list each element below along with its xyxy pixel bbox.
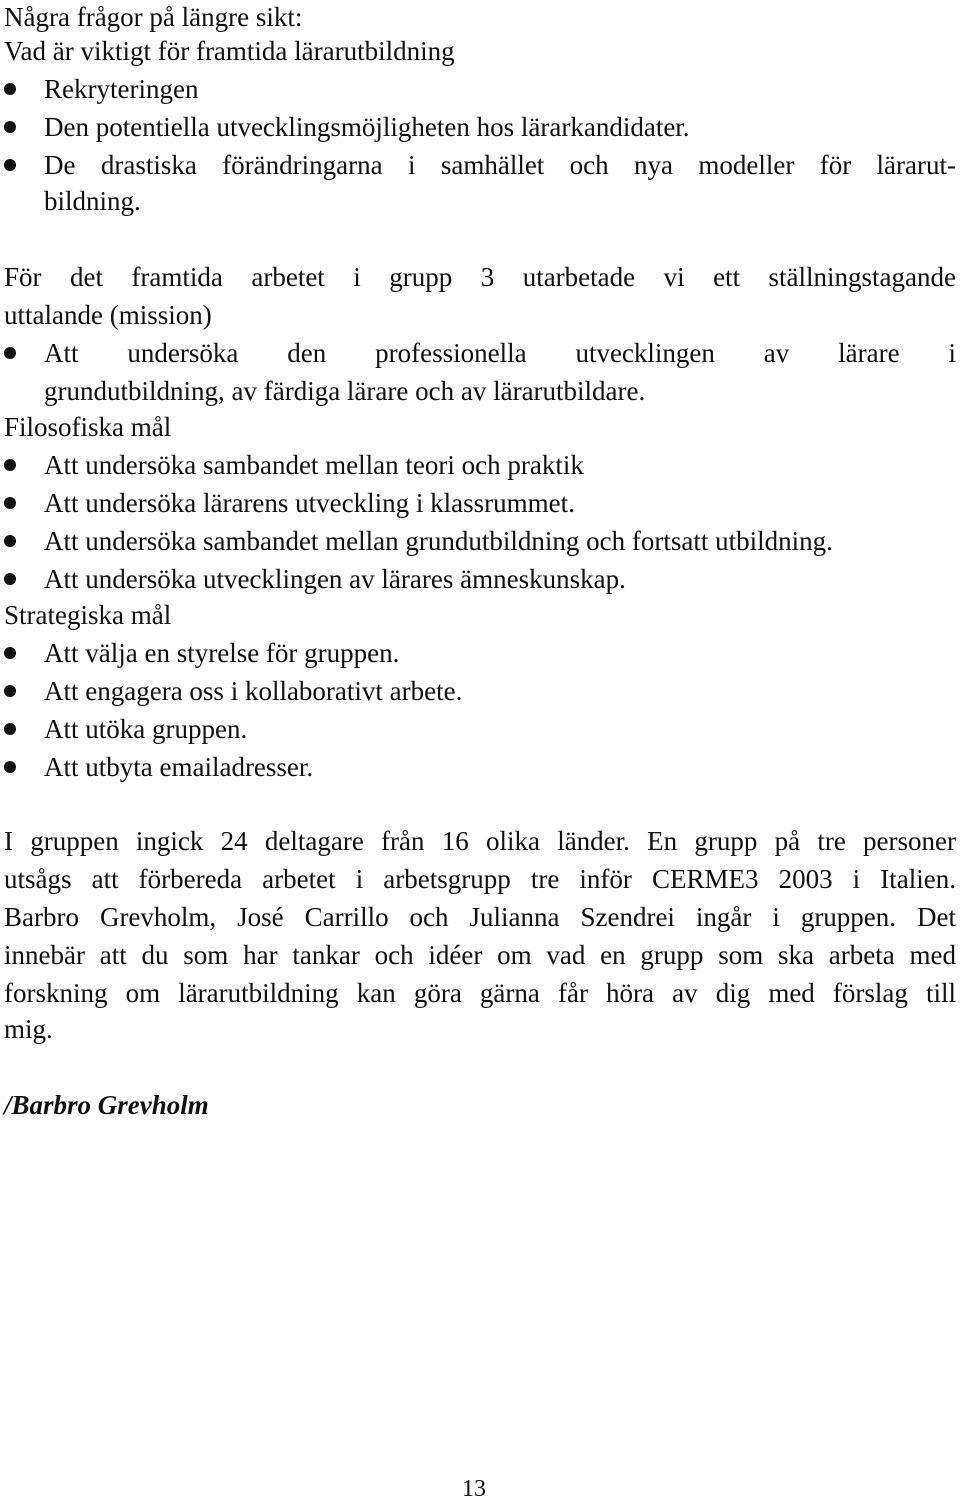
- list-item: Att utbyta emailadresser.: [44, 752, 314, 782]
- list-item-continuation: bildning.: [44, 186, 141, 216]
- section-heading-philosophical: Filosofiska mål: [4, 412, 172, 442]
- mission-intro-line: För det framtida arbetet i grupp 3 utarbetade vi ett ställningstagande: [4, 262, 956, 292]
- list-item: Att undersöka sambandet mellan teori och praktik: [44, 450, 584, 480]
- bullet-icon: [4, 83, 16, 95]
- section-heading-strategic: Strategiska mål: [4, 600, 172, 630]
- bullet-icon: [4, 647, 16, 659]
- bullet-icon: [4, 121, 16, 133]
- paragraph-line: innebär att du som har tankar och idéer om vad en grupp som ska arbeta med: [4, 940, 956, 970]
- paragraph-line: mig.: [4, 1014, 53, 1044]
- bullet-icon: [4, 761, 16, 773]
- paragraph-line: forskning om lärarutbildning kan göra gärna får höra av dig med förslag till: [4, 978, 956, 1008]
- question-line: Vad är viktigt för framtida lärarutbildning: [4, 36, 455, 66]
- list-item: Att undersöka utvecklingen av lärares ämneskunskap.: [44, 564, 626, 594]
- bullet-icon: [4, 459, 16, 471]
- signature: /Barbro Grevholm: [4, 1090, 209, 1120]
- bullet-icon: [4, 723, 16, 735]
- bullet-icon: [4, 535, 16, 547]
- list-item: Att undersöka sambandet mellan grundutbildning och fortsatt utbildning.: [44, 526, 833, 556]
- section-heading-long-term: Några frågor på längre sikt:: [4, 2, 303, 32]
- paragraph-line: Barbro Grevholm, José Carrillo och Julianna Szendrei ingår i gruppen. Det: [4, 902, 956, 932]
- list-item: Rekryteringen: [44, 74, 199, 104]
- list-item: Den potentiella utvecklingsmöjligheten hos lärarkandidater.: [44, 112, 690, 142]
- list-item: Att välja en styrelse för gruppen.: [44, 638, 400, 668]
- list-item: Att engagera oss i kollaborativt arbete.: [44, 676, 463, 706]
- paragraph-line: I gruppen ingick 24 deltagare från 16 olika länder. En grupp på tre personer: [4, 826, 956, 856]
- mission-item-continuation: grundutbildning, av färdiga lärare och av lärarutbildare.: [44, 376, 646, 406]
- list-item: Att utöka gruppen.: [44, 714, 248, 744]
- list-item: De drastiska förändringarna i samhället och nya modeller för lärarut-: [44, 150, 956, 180]
- page-number: 13: [462, 1476, 486, 1502]
- mission-item: Att undersöka den professionella utvecklingen av lärare i: [44, 338, 956, 368]
- mission-intro-line: uttalande (mission): [4, 300, 212, 330]
- paragraph-line: utsågs att förbereda arbetet i arbetsgrupp tre inför CERME3 2003 i Italien.: [4, 864, 956, 894]
- bullet-icon: [4, 347, 16, 359]
- document-page: [4, 0, 956, 1504]
- bullet-icon: [4, 685, 16, 697]
- bullet-icon: [4, 573, 16, 585]
- bullet-icon: [4, 159, 16, 171]
- list-item: Att undersöka lärarens utveckling i klassrummet.: [44, 488, 575, 518]
- bullet-icon: [4, 497, 16, 509]
